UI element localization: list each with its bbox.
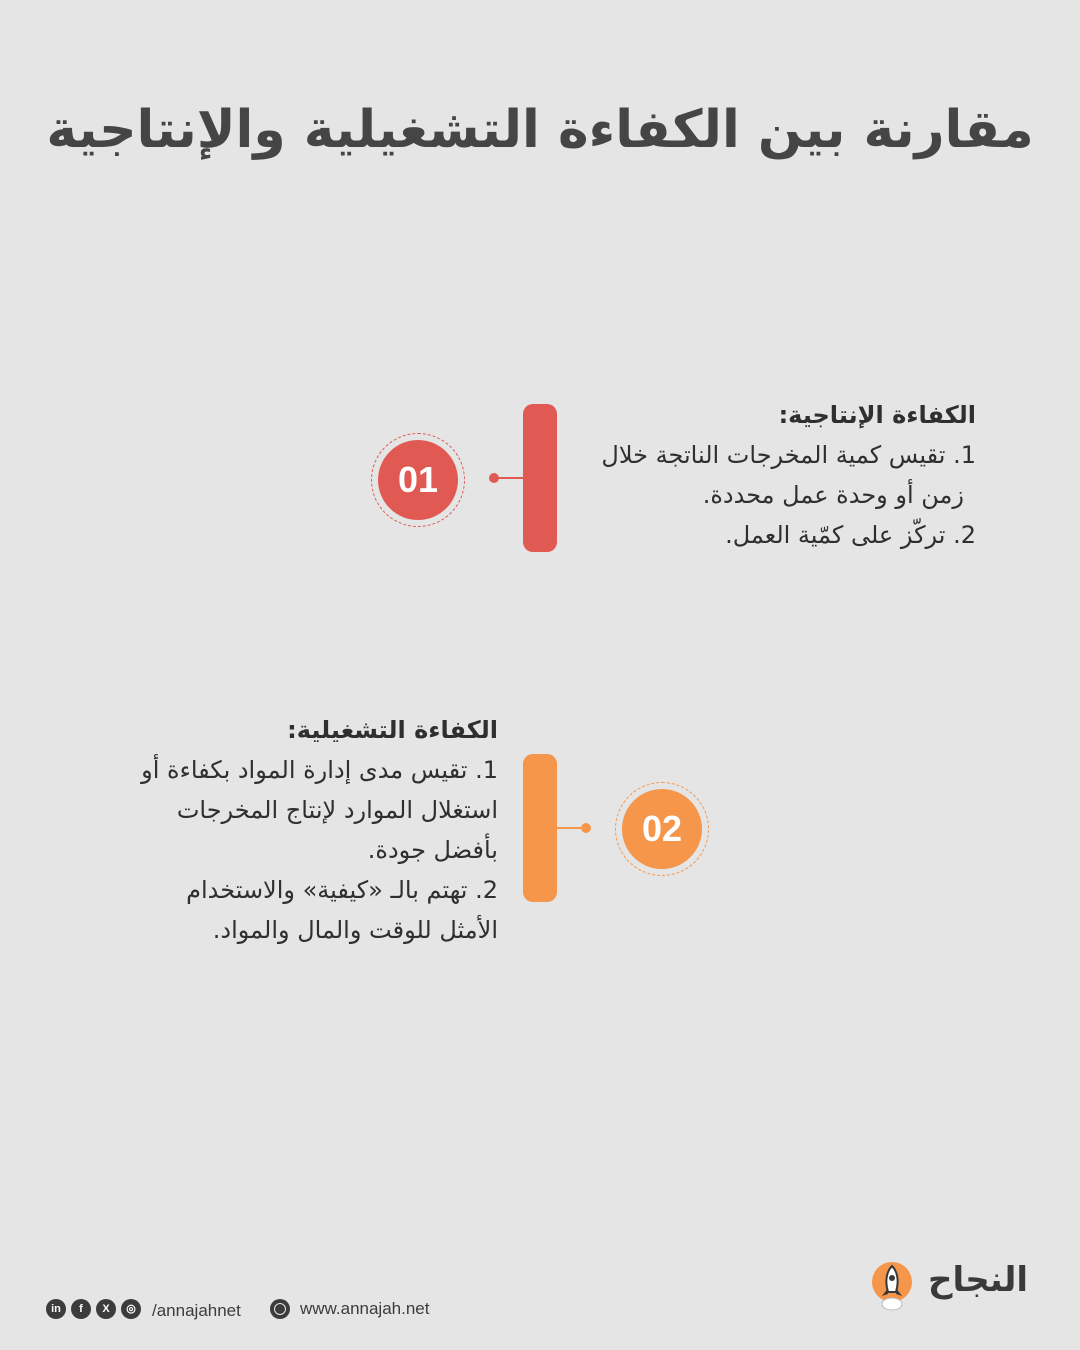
website-text: www.annajah.net	[300, 1299, 430, 1318]
rocket-logo-icon	[868, 1258, 924, 1314]
item-2-text	[100, 710, 498, 950]
social-icons	[46, 1299, 141, 1319]
item-2-line: بأفضل جودة.	[367, 836, 498, 864]
item-2-line: 2. تهتم بالـ «كيفية» والاستخدام	[186, 876, 498, 904]
instagram-icon[interactable]: ◎	[121, 1299, 141, 1319]
item-1-connector-dot	[489, 473, 499, 483]
x-icon[interactable]: X	[96, 1299, 116, 1319]
item-2-number: 02	[622, 789, 702, 869]
item-2-bar	[523, 754, 557, 902]
globe-icon	[270, 1299, 290, 1319]
item-1-line: زمن أو وحدة عمل محددة.	[702, 481, 964, 509]
item-1-heading: الكفاءة الإنتاجية:	[778, 401, 976, 429]
item-2-connector-dot	[581, 823, 591, 833]
item-1-line: 1. تقيس كمية المخرجات الناتجة خلال	[601, 441, 976, 469]
item-2-line: 1. تقيس مدى إدارة المواد بكفاءة أو	[141, 756, 498, 784]
item-2-heading: الكفاءة التشغيلية:	[287, 716, 498, 744]
linkedin-icon[interactable]: in	[46, 1299, 66, 1319]
brand-logo-text: النجاح	[928, 1260, 1029, 1300]
item-1-connector	[496, 477, 524, 479]
item-2-line: استغلال الموارد لإنتاج المخرجات	[176, 796, 498, 824]
item-2-connector	[556, 827, 584, 829]
item-1-line: 2. تركّز على كمّية العمل.	[725, 521, 976, 549]
item-1-bar	[523, 404, 557, 552]
item-1-number: 01	[378, 440, 458, 520]
facebook-icon[interactable]: f	[71, 1299, 91, 1319]
item-2-line: الأمثل للوقت والمال والمواد.	[212, 916, 498, 944]
item-1-text	[560, 395, 976, 555]
social-handle[interactable]: /annajahnet	[152, 1301, 241, 1320]
page-title: مقارنة بين الكفاءة التشغيلية والإنتاجية	[46, 100, 1034, 160]
website-link[interactable]	[270, 1299, 429, 1319]
